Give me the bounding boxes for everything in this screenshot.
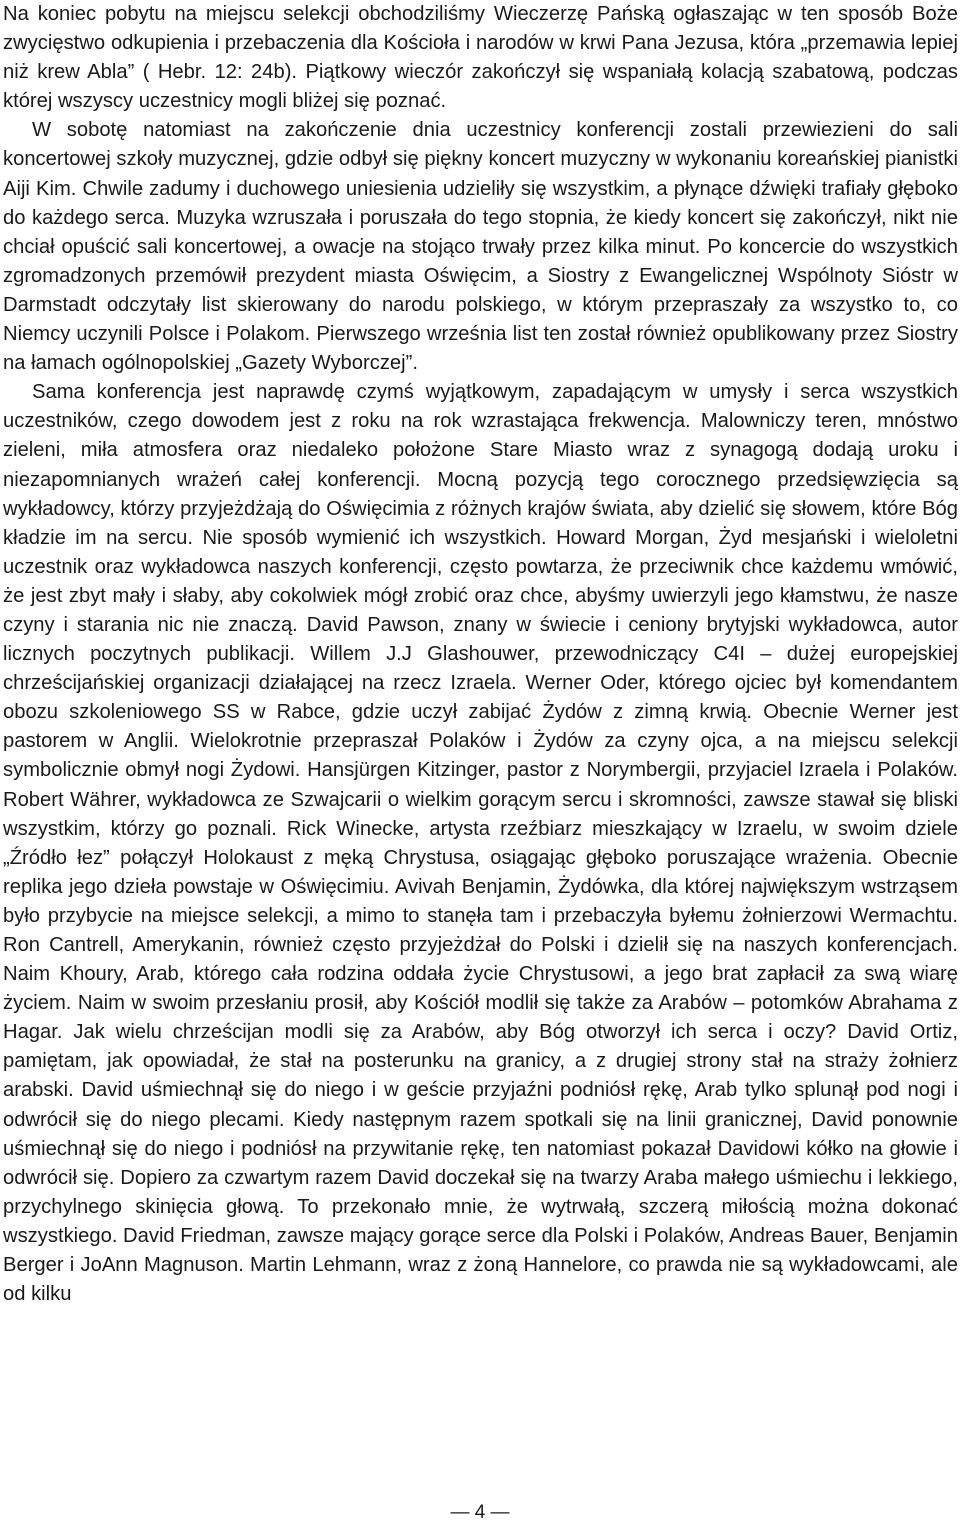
paragraph-2: W sobotę natomiast na zakończenie dnia uczestnicy konferencji zostali przewiezieni do sali koncertowej szkoły muzycznej, gdzie odbył się piękny koncert muzyczny w wykonaniu koreańskiej pianistki Aiji Kim. Chwile zadumy i duchowego uniesienia udzieliły się wszystkim, a płynące dźwięki trafiały głęboko do każdego serca. Muzyka wzruszała i poruszała do tego stopnia, że kiedy koncert się zakończył, nikt nie chciał opuścić sali koncertowej, a owacje na stojąco trwały przez kilka minut. Po koncercie do wszystkich zgromadzonych przemówił prezydent miasta Oświęcim, a Siostry z Ewangelicznej Wspólnoty Sióstr w Darmstadt odczytały list skierowany do narodu polskiego, w którym przepraszały za wszystko to, co Niemcy uczynili Polsce i Polakom. Pierwszego września list ten został również opublikowany przez Siostry na łamach ogólnopolskiej „Gazety Wyborczej”. — [3, 119, 958, 375]
page-number: — 4 — — [450, 1502, 510, 1523]
paragraph-3: Sama konferencja jest naprawdę czymś wyjątkowym, zapadającym w umysły i serca wszystkich uczestników, czego dowodem jest z roku na rok wzrastająca frekwencja. Malowniczy teren, mnóstwo zieleni, miła atmosfera oraz niedaleko położone Stare Miasto wraz z synagogą dodają uroku i niezapomnianych wrażeń całej konferencji. Mocną pozycją tego corocznego przedsięwzięcia są wykładowcy, którzy przyjeżdżają do Oświęcimia z różnych krajów świata, aby dzielić się słowem, które Bóg kładzie im na sercu. Nie sposób wymienić ich wszystkich. Howard Morgan, Żyd mesjański i wieloletni uczestnik oraz wykładowca naszych konferencji, często powtarza, że przeciwnik chce każdemu wmówić, że jest zbyt mały i słaby, aby cokolwiek mógł zrobić oraz chce, abyśmy uwierzyli jego kłamstwu, że nasze czyny i starania nic nie znaczą. David Pawson, znany w świecie i ceniony brytyjski wykładowca, autor licznych poczytnych publikacji. Willem J.J Glashouwer, przewodniczący C4I – dużej europejskiej chrześcijańskiej organizacji działającej na rzecz Izraela. Werner Oder, którego ojciec był komendantem obozu szkoleniowego SS w Rabce, gdzie uczył zabijać Żydów z zimną krwią. Obecnie Werner jest pastorem w Anglii. Wielokrotnie przepraszał Polaków i Żydów za czyny ojca, a na miejscu selekcji symbolicznie obmył nogi Żydowi. Hansjürgen Kitzinger, pastor z Norymbergii, przyjaciel Izraela i Polaków. Robert Währer, wykładowca ze Szwajcarii o wielkim gorącym sercu i skromności, zawsze stawał się bliski wszystkim, którzy go poznali. Rick Winecke, artysta rzeźbiarz mieszkający w Izraelu, w swoim dziele „Źródło łez” połączył Holokaust z męką Chrystusa, osiągając głęboko poruszające wrażenia. Obecnie replika jego dzieła powstaje w Oświęcimiu. Avivah Benjamin, Żydówka, dla której największym wstrząsem było przybycie na miejsce selekcji, a mimo to stanęła tam i przebaczyła byłemu żołnierzowi Wermachtu. Ron Cantrell, Amerykanin, również często przyjeżdżał do Polski i dzielił się na naszych konferencjach. Naim Khoury, Arab, którego cała rodzina oddała życie Chrystusowi, a jego brat zapłacił za swą wiarę życiem. Naim w swoim przesłaniu prosił, aby Kościół modlił się także za Arabów – potomków Abrahama z Hagar. Jak wielu chrześcijan modli się za Arabów, aby Bóg otworzył ich serca i oczy? David Ortiz, pamiętam, jak opowiadał, że stał na posterunku na granicy, a z drugiej strony stał na straży żołnierz arabski. David uśmiechnął się do niego i w geście przyjaźni podniósł rękę, Arab tylko splunął pod nogi i odwrócił się do niego plecami. Kiedy następnym razem spotkali się na linii granicznej, David ponownie uśmiechnął się do niego i podniósł na przywitanie rękę, ten natomiast pokazał Davidowi kółko na głowie i odwrócił się. Dopiero za czwartym razem David doczekał się na twarzy Araba małego uśmiechu i lekkiego, przychylnego skinięcia głową. To przekonało mnie, że wytrwałą, szczerą miłością można dokonać wszystkiego. David Friedman, zawsze mający gorące serce dla Polski i Polaków, Andreas Bauer, Benjamin Berger i JoAnn Magnuson. Martin Lehmann, wraz z żoną Hannelore, co prawda nie są wykładowcami, ale od kilku — [3, 381, 958, 1306]
document-body — [3, 0, 958, 1309]
paragraph-1: Na koniec pobytu na miejscu selekcji obchodziliśmy Wieczerzę Pańską ogłaszając w ten sposób Boże zwycięstwo odkupienia i przebaczenia dla Kościoła i narodów w krwi Pana Jezusa, która „przemawia lepiej niż krew Abla” ( Hebr. 12: 24b). Piątkowy wieczór zakończył się wspaniałą kolacją szabatową, podczas której wszyscy uczestnicy mogli bliżej się poznać. — [3, 3, 958, 113]
